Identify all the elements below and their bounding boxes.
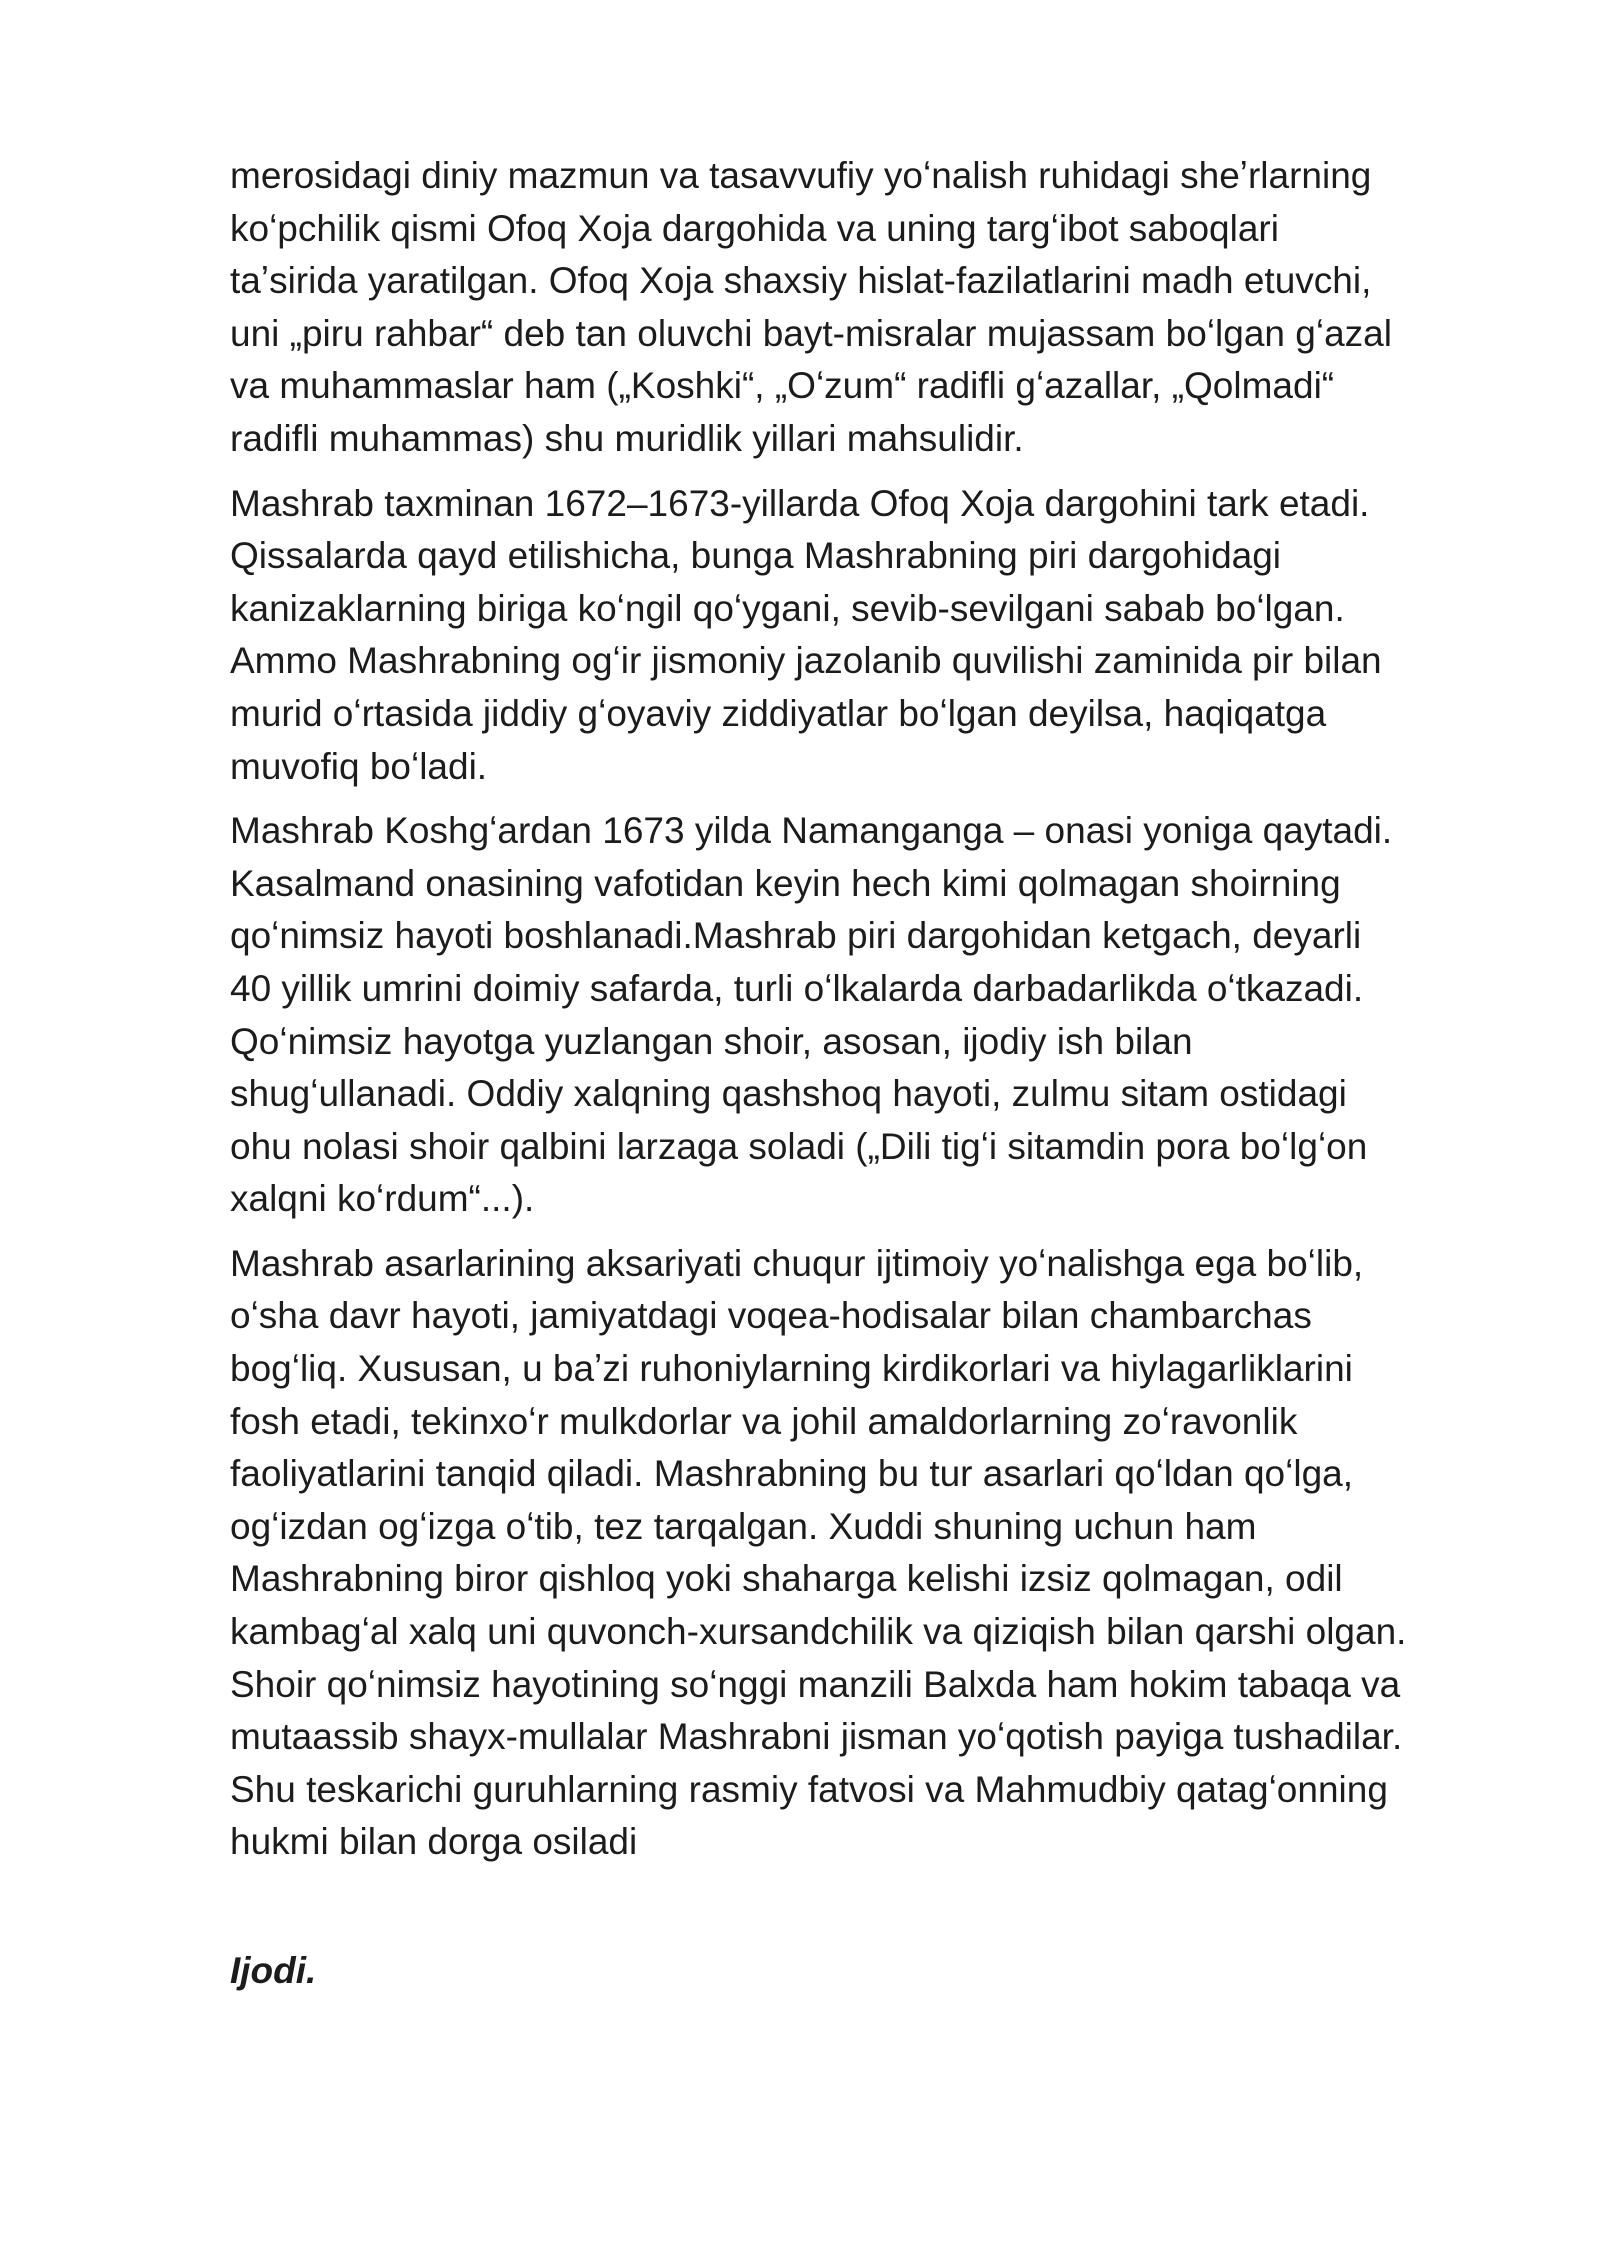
text-line: merosidagi diniy mazmun va tasavvufiy yoʻnalish ruhidagi sheʼrlarning <box>230 155 1372 196</box>
text-line: mutaassib shayx-mullalar Mashrabni jisman yoʻqotish payiga tushadilar. <box>230 1716 1403 1758</box>
text-line: bogʻliq. Xususan, u baʼzi ruhoniylarning kirdikorlari va hiylagarliklarini <box>230 1348 1353 1390</box>
text-line: Mashrab asarlarining aksariyati chuqur ijtimoiy yoʻnalishga ega boʻlib, <box>230 1242 1364 1284</box>
text-line: Shoir qoʻnimsiz hayotining soʻnggi manzili Balxda ham hokim tabaqa va <box>230 1663 1401 1705</box>
text-line: Mashrab Koshgʻardan 1673 yilda Namanganga – onasi yoniga qaytadi. <box>230 810 1393 852</box>
text-line: fosh etadi, tekinxoʻr mulkdorlar va johil amaldorlarning zoʻravonlik <box>230 1400 1298 1442</box>
text-line: radifli muhammas) shu muridlik yillari mahsulidir. <box>230 417 1024 459</box>
text-line: Qoʻnimsiz hayotga yuzlangan shoir, asosan, ijodiy ish bilan <box>230 1020 1193 1062</box>
paragraph-2 <box>230 478 1530 794</box>
text-line: xalqni koʻrdum“...). <box>230 1178 535 1220</box>
paragraph-3 <box>230 805 1530 1226</box>
text-line: ogʻizdan ogʻizga oʻtib, tez tarqalgan. Xuddi shuning uchun ham <box>230 1505 1257 1547</box>
text-line: Ammo Mashrabning ogʻir jismoniy jazolanib quvilishi zaminida pir bilan <box>230 640 1382 682</box>
text-line: kambagʻal xalq uni quvonch-xursandchilik va qiziqish bilan qarshi olgan. <box>230 1611 1407 1653</box>
text-line: Kasalmand onasining vafotidan keyin hech kimi qolmagan shoirning <box>230 862 1341 904</box>
text-line: Mashrabning biror qishloq yoki shaharga kelishi izsiz qolmagan, odil <box>230 1558 1343 1600</box>
text-line: koʻpchilik qismi Ofoq Xoja dargohida va uning targʻibot saboqlari <box>230 207 1279 249</box>
text-line: ohu nolasi shoir qalbini larzaga soladi („Dili tigʻi sitamdin pora boʻlgʻon <box>230 1125 1368 1167</box>
document-body <box>230 150 1530 1998</box>
text-line: 40 yillik umrini doimiy safarda, turli oʻlkalarda darbadarlikda oʻtkazadi. <box>230 967 1364 1009</box>
paragraph-4 <box>230 1238 1530 1869</box>
text-line: kanizaklarning biriga koʻngil qoʻygani, sevib-sevilgani sabab boʻlgan. <box>230 587 1345 629</box>
text-line: muvofiq boʻladi. <box>230 745 488 787</box>
text-line: faoliyatlarini tanqid qiladi. Mashrabning bu tur asarlari qoʻldan qoʻlga, <box>230 1453 1354 1495</box>
paragraph-1 <box>230 150 1530 466</box>
text-line: shugʻullanadi. Oddiy xalqning qashshoq hayoti, zulmu sitam ostidagi <box>230 1073 1347 1115</box>
text-line: Qissalarda qayd etilishicha, bunga Mashrabning piri dargohidagi <box>230 535 1282 577</box>
text-line: uni „piru rahbar“ deb tan oluvchi bayt-misralar mujassam boʻlgan gʻazal <box>230 312 1392 354</box>
text-line: murid oʻrtasida jiddiy gʻoyaviy ziddiyatlar boʻlgan deyilsa, haqiqatga <box>230 692 1327 734</box>
text-line: oʻsha davr hayoti, jamiyatdagi voqea-hodisalar bilan chambarchas <box>230 1295 1312 1337</box>
section-heading: Ijodi. <box>230 1950 317 1991</box>
text-line: hukmi bilan dorga osiladi <box>230 1821 638 1863</box>
text-line: Shu teskarichi guruhlarning rasmiy fatvosi va Mahmudbiy qatagʻonning <box>230 1768 1388 1810</box>
text-line: qoʻnimsiz hayoti boshlanadi.Mashrab piri dargohidan ketgach, deyarli <box>230 915 1362 957</box>
text-line: taʼsirida yaratilgan. Ofoq Xoja shaxsiy hislat-fazilatlarini madh etuvchi, <box>230 260 1372 302</box>
text-line: va muhammaslar ham („Koshki“, „Oʻzum“ radifli gʻazallar, „Qolmadi“ <box>230 365 1335 407</box>
text-line: Mashrab taxminan 1672–1673-yillarda Ofoq Xoja dargohini tark etadi. <box>230 482 1370 524</box>
